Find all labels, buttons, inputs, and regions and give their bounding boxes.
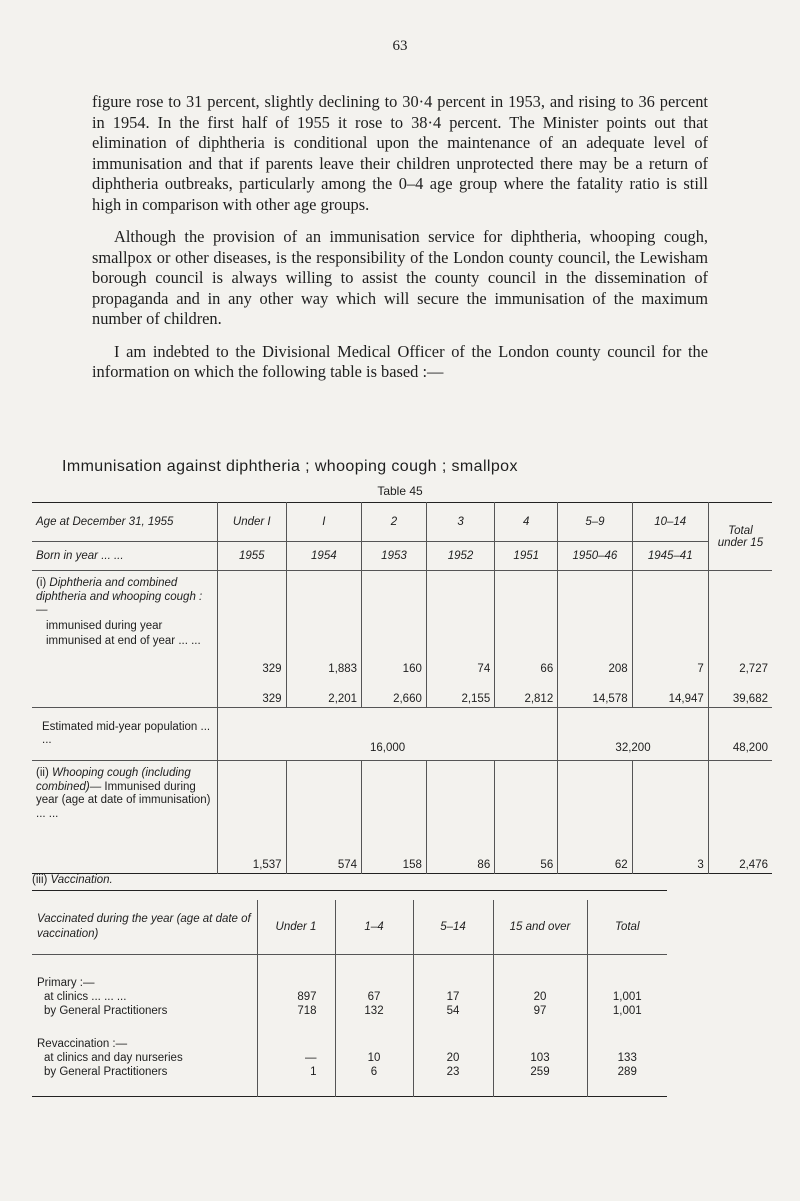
diph-val-2: 2,660 [393,693,422,705]
whooping-heading: Whooping cough (including combined)— [36,767,191,793]
born-year: 1945–41 [632,542,708,571]
vacc-val: 97 [493,1004,587,1018]
diphtheria-section [32,571,772,708]
whoop-val: 1,537 [217,761,286,874]
diphtheria-label [32,571,217,708]
whoop-val: 3 [632,761,708,874]
vacc-val: 1 [257,1065,335,1097]
vacc-row [32,1004,667,1018]
diph-cell [495,571,558,708]
vacc-col: 5–14 [413,900,493,955]
age-col: 10–14 [632,503,708,542]
diph-val-1: 2,727 [739,663,768,675]
population-row [32,708,772,761]
diph-val-1: 7 [697,663,704,675]
section-num: (i) [36,577,47,589]
born-year: 1952 [426,542,494,571]
population-under5: 16,000 [217,708,557,761]
page-number: 63 [392,38,408,54]
diph-val-2: 2,201 [328,693,358,705]
row2-label: immunised at end of year ... ... [46,635,201,647]
primary-label: Primary :— [37,977,95,989]
age-col: 3 [426,503,494,542]
born-year: 1950–46 [558,542,632,571]
vacc-header-row [32,900,667,955]
vacc-num: (iii) [32,874,48,886]
diph-val-1: 208 [608,663,628,675]
diph-cell [362,571,427,708]
paragraph-1: figure rose to 31 percent, slightly declining to 30·4 percent in 1953, and rising to 36 percent in 1954. In the first half of 1955 it rose to 38·4 percent. The Minister points out that elimination of diphtheria is conditional upon the maintenance of an adequate level of immunisation and that if parents leave their children unprotected there may be a return of diphtheria outbreaks, particularly among the 0–4 age group where the fatality ratio is still high in comparison with other age groups. [92,92,708,214]
diph-cell [426,571,494,708]
whooping-cough-row [32,761,772,874]
vacc-val: 133 [587,1051,667,1065]
vacc-val: 17 [413,990,493,1004]
vacc-title: Vaccination. [50,874,113,886]
whoop-val: 158 [362,761,427,874]
whoop-val: 86 [426,761,494,874]
born-year: 1954 [286,542,362,571]
vaccination-table [32,900,667,1097]
vacc-col: Under 1 [257,900,335,955]
vacc-col: 15 and over [493,900,587,955]
diph-val-1: 160 [402,663,422,675]
vaccination-heading [32,874,113,886]
diph-val-2: 39,682 [732,693,768,705]
vacc-row-label: at clinics ... ... ... [44,991,127,1003]
diph-val-1: 66 [540,663,554,675]
vacc-val: 259 [493,1065,587,1097]
vacc-val: 718 [257,1004,335,1018]
revacc-heading-row [32,1018,667,1051]
total-label: Total under 15 [708,503,772,571]
body-text [92,92,708,395]
paragraph-2: Although the provision of an immunisation service for diphtheria, whooping cough, smallpox or other diseases, is the responsibility of the London county council, the Lewisham borough council is always willing to assist the county council in the dissemination of propaganda and in any other way which will secure the immunisation of the maximum number of children. [92,227,708,328]
age-header-row [32,503,772,542]
population-5-14: 32,200 [558,708,709,761]
diph-val-2: 2,812 [524,693,554,705]
row1-label: immunised during year [46,619,163,632]
vacc-val: 54 [413,1004,493,1018]
whooping-label [32,761,217,874]
diph-val-1: 74 [477,663,491,675]
vacc-col: 1–4 [335,900,413,955]
vacc-col: Total [587,900,667,955]
born-year: 1955 [217,542,286,571]
diph-cell [286,571,362,708]
vacc-val: 6 [335,1065,413,1097]
whoop-val: 2,476 [708,761,772,874]
vacc-row [32,990,667,1004]
age-col: I [286,503,362,542]
vacc-val: 67 [335,990,413,1004]
vacc-val: 132 [335,1004,413,1018]
diph-cell [708,571,772,708]
vacc-val: 10 [335,1051,413,1065]
vacc-val: — [257,1051,335,1065]
diph-cell [632,571,708,708]
vacc-val: 20 [413,1051,493,1065]
table-caption: Table 45 [377,484,423,498]
born-label: Born in year ... ... [32,542,217,571]
whoop-val: 56 [495,761,558,874]
vacc-val: 1,001 [587,990,667,1004]
age-col: 4 [495,503,558,542]
age-label: Age at December 31, 1955 [32,503,217,542]
vacc-header-label: Vaccinated during the year (age at date of vaccination) [32,900,257,955]
diph-val-1: 1,883 [328,663,358,675]
paragraph-3: I am indebted to the Divisional Medical Officer of the London county council for the information on which the following table is based :— [92,341,708,381]
table-title: Immunisation against diphtheria ; whooping cough ; smallpox [62,458,518,475]
diph-cell [217,571,286,708]
vacc-val: 20 [493,990,587,1004]
diph-cell [558,571,632,708]
diph-val-2: 14,578 [592,693,628,705]
population-label: Estimated mid-year population ... ... [32,708,217,761]
revacc-label: Revaccination :— [37,1038,128,1050]
vacc-val: 103 [493,1051,587,1065]
whoop-val: 574 [286,761,362,874]
diph-val-2: 2,155 [461,693,491,705]
born-row [32,542,772,571]
diphtheria-heading: Diphtheria and combined diphtheria and whooping cough :— [36,577,203,616]
vacc-row [32,1051,667,1065]
diph-val-2: 14,947 [668,693,704,705]
vacc-val: 1,001 [587,1004,667,1018]
whooping-desc: Immunised during year (age at date of immunisation) ... ... [36,780,211,820]
vacc-row-label: at clinics and day nurseries [44,1052,183,1064]
vacc-row [32,1065,667,1097]
whoop-val: 62 [558,761,632,874]
vacc-row-label: by General Practitioners [44,1005,168,1017]
diph-val-1: 329 [262,663,282,675]
born-year: 1951 [495,542,558,571]
primary-heading-row [32,955,667,991]
immunisation-table [32,502,772,874]
diph-val-2: 329 [262,693,282,705]
born-year: 1953 [362,542,427,571]
vacc-row-label: by General Practitioners [44,1066,168,1078]
vaccination-rule [32,890,667,891]
age-col: Under I [217,503,286,542]
vacc-val: 897 [257,990,335,1004]
age-col: 2 [362,503,427,542]
population-total: 48,200 [708,708,772,761]
vacc-val: 23 [413,1065,493,1097]
section-num: (ii) [36,767,49,779]
age-col: 5–9 [558,503,632,542]
vacc-val: 289 [587,1065,667,1097]
